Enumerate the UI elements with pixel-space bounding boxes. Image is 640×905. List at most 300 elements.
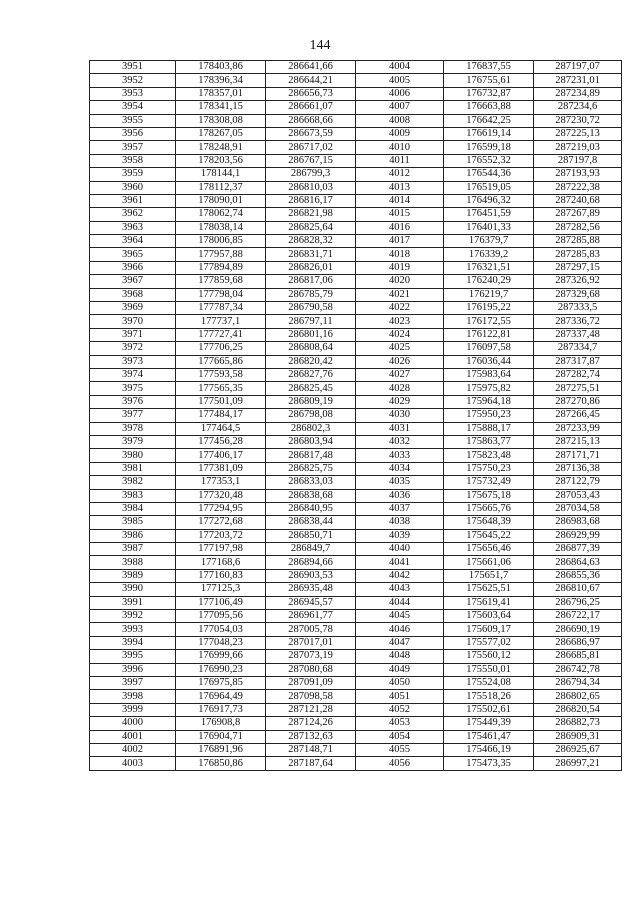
x-coordinate-cell: 178144,1: [176, 168, 266, 181]
y-coordinate-cell: 286838,44: [266, 516, 356, 529]
point-number-cell: 3985: [90, 516, 176, 529]
x-coordinate-cell: 175645,22: [444, 529, 534, 542]
x-coordinate-cell: 175619,41: [444, 596, 534, 609]
y-coordinate-cell: 286641,66: [266, 61, 356, 74]
point-number-cell: 3983: [90, 489, 176, 502]
point-number-cell: 4042: [356, 569, 444, 582]
y-coordinate-cell: 287124,26: [266, 717, 356, 730]
point-number-cell: 3998: [90, 690, 176, 703]
point-number-cell: 4021: [356, 288, 444, 301]
x-coordinate-cell: 177048,23: [176, 636, 266, 649]
y-coordinate-cell: 286817,06: [266, 275, 356, 288]
y-coordinate-cell: 286840,95: [266, 502, 356, 515]
y-coordinate-cell: 287282,56: [534, 221, 622, 234]
x-coordinate-cell: 175449,39: [444, 717, 534, 730]
y-coordinate-cell: 287098,58: [266, 690, 356, 703]
point-number-cell: 3959: [90, 168, 176, 181]
table-row: [90, 409, 622, 422]
y-coordinate-cell: 286809,19: [266, 395, 356, 408]
y-coordinate-cell: 286849,7: [266, 543, 356, 556]
x-coordinate-cell: 176904,71: [176, 730, 266, 743]
point-number-cell: 4050: [356, 676, 444, 689]
point-number-cell: 4035: [356, 476, 444, 489]
x-coordinate-cell: 178248,91: [176, 141, 266, 154]
x-coordinate-cell: 177168,6: [176, 556, 266, 569]
y-coordinate-cell: 286983,68: [534, 516, 622, 529]
x-coordinate-cell: 177798,04: [176, 288, 266, 301]
table-row: [90, 74, 622, 87]
y-coordinate-cell: 287266,45: [534, 409, 622, 422]
point-number-cell: 4023: [356, 315, 444, 328]
x-coordinate-cell: 176339,2: [444, 248, 534, 261]
table-row: [90, 676, 622, 689]
x-coordinate-cell: 175524,08: [444, 676, 534, 689]
point-number-cell: 3975: [90, 382, 176, 395]
point-number-cell: 3964: [90, 235, 176, 248]
x-coordinate-cell: 175518,26: [444, 690, 534, 703]
x-coordinate-cell: 175983,64: [444, 368, 534, 381]
x-coordinate-cell: 177456,28: [176, 435, 266, 448]
y-coordinate-cell: 286850,71: [266, 529, 356, 542]
point-number-cell: 4043: [356, 583, 444, 596]
x-coordinate-cell: 176036,44: [444, 355, 534, 368]
point-number-cell: 3952: [90, 74, 176, 87]
point-number-cell: 3971: [90, 328, 176, 341]
x-coordinate-cell: 175550,01: [444, 663, 534, 676]
point-number-cell: 4030: [356, 409, 444, 422]
x-coordinate-cell: 178006,85: [176, 235, 266, 248]
point-number-cell: 4034: [356, 462, 444, 475]
y-coordinate-cell: 287091,09: [266, 676, 356, 689]
table-row: [90, 368, 622, 381]
table-row: [90, 288, 622, 301]
point-number-cell: 4017: [356, 235, 444, 248]
y-coordinate-cell: 287282,74: [534, 368, 622, 381]
y-coordinate-cell: 287225,13: [534, 127, 622, 140]
point-number-cell: 3991: [90, 596, 176, 609]
y-coordinate-cell: 286877,39: [534, 543, 622, 556]
point-number-cell: 4053: [356, 717, 444, 730]
y-coordinate-cell: 287270,86: [534, 395, 622, 408]
y-coordinate-cell: 287219,03: [534, 141, 622, 154]
x-coordinate-cell: 177593,58: [176, 368, 266, 381]
y-coordinate-cell: 286742,78: [534, 663, 622, 676]
table-row: [90, 569, 622, 582]
table-row: [90, 141, 622, 154]
point-number-cell: 4055: [356, 743, 444, 756]
x-coordinate-cell: 177381,09: [176, 462, 266, 475]
point-number-cell: 4040: [356, 543, 444, 556]
point-number-cell: 4009: [356, 127, 444, 140]
table-row: [90, 101, 622, 114]
x-coordinate-cell: 178267,05: [176, 127, 266, 140]
x-coordinate-cell: 177054,03: [176, 623, 266, 636]
point-number-cell: 3990: [90, 583, 176, 596]
x-coordinate-cell: 175560,12: [444, 650, 534, 663]
table-row: [90, 275, 622, 288]
x-coordinate-cell: 175950,23: [444, 409, 534, 422]
point-number-cell: 3953: [90, 87, 176, 100]
y-coordinate-cell: 287215,13: [534, 435, 622, 448]
y-coordinate-cell: 287297,15: [534, 261, 622, 274]
point-number-cell: 3958: [90, 154, 176, 167]
point-number-cell: 4015: [356, 208, 444, 221]
table-row: [90, 489, 622, 502]
x-coordinate-cell: 177294,95: [176, 502, 266, 515]
y-coordinate-cell: 287197,8: [534, 154, 622, 167]
point-number-cell: 3956: [90, 127, 176, 140]
point-number-cell: 4047: [356, 636, 444, 649]
x-coordinate-cell: 175651,7: [444, 569, 534, 582]
table-row: [90, 315, 622, 328]
x-coordinate-cell: 175863,77: [444, 435, 534, 448]
point-number-cell: 3973: [90, 355, 176, 368]
x-coordinate-cell: 177665,86: [176, 355, 266, 368]
y-coordinate-cell: 287326,92: [534, 275, 622, 288]
table-row: [90, 529, 622, 542]
y-coordinate-cell: 287285,88: [534, 235, 622, 248]
y-coordinate-cell: 286810,03: [266, 181, 356, 194]
point-number-cell: 3987: [90, 543, 176, 556]
table-row: [90, 435, 622, 448]
point-number-cell: 3974: [90, 368, 176, 381]
x-coordinate-cell: 176990,23: [176, 663, 266, 676]
y-coordinate-cell: 286808,64: [266, 342, 356, 355]
table-row: [90, 502, 622, 515]
point-number-cell: 3967: [90, 275, 176, 288]
y-coordinate-cell: 286909,31: [534, 730, 622, 743]
y-coordinate-cell: 286821,98: [266, 208, 356, 221]
table-row: [90, 355, 622, 368]
x-coordinate-cell: 175975,82: [444, 382, 534, 395]
y-coordinate-cell: 286801,16: [266, 328, 356, 341]
y-coordinate-cell: 286831,71: [266, 248, 356, 261]
point-number-cell: 3999: [90, 703, 176, 716]
point-number-cell: 4020: [356, 275, 444, 288]
y-coordinate-cell: 286929,99: [534, 529, 622, 542]
point-number-cell: 3954: [90, 101, 176, 114]
y-coordinate-cell: 286661,07: [266, 101, 356, 114]
x-coordinate-cell: 177464,5: [176, 422, 266, 435]
y-coordinate-cell: 286796,25: [534, 596, 622, 609]
point-number-cell: 3994: [90, 636, 176, 649]
x-coordinate-cell: 178396,34: [176, 74, 266, 87]
table-row: [90, 235, 622, 248]
y-coordinate-cell: 286820,54: [534, 703, 622, 716]
y-coordinate-cell: 286717,02: [266, 141, 356, 154]
point-number-cell: 4028: [356, 382, 444, 395]
x-coordinate-cell: 177894,89: [176, 261, 266, 274]
table-row: [90, 221, 622, 234]
y-coordinate-cell: 286816,17: [266, 194, 356, 207]
y-coordinate-cell: 287275,51: [534, 382, 622, 395]
point-number-cell: 3970: [90, 315, 176, 328]
point-number-cell: 4037: [356, 502, 444, 515]
x-coordinate-cell: 175603,64: [444, 610, 534, 623]
point-number-cell: 4036: [356, 489, 444, 502]
y-coordinate-cell: 286767,15: [266, 154, 356, 167]
y-coordinate-cell: 286802,3: [266, 422, 356, 435]
point-number-cell: 3977: [90, 409, 176, 422]
y-coordinate-cell: 286797,11: [266, 315, 356, 328]
page-number: 144: [309, 38, 331, 53]
y-coordinate-cell: 286864,63: [534, 556, 622, 569]
point-number-cell: 4044: [356, 596, 444, 609]
x-coordinate-cell: 177406,17: [176, 449, 266, 462]
point-number-cell: 3992: [90, 610, 176, 623]
point-number-cell: 4048: [356, 650, 444, 663]
x-coordinate-cell: 175964,18: [444, 395, 534, 408]
point-number-cell: 4052: [356, 703, 444, 716]
y-coordinate-cell: 287222,38: [534, 181, 622, 194]
point-number-cell: 3965: [90, 248, 176, 261]
point-number-cell: 3951: [90, 61, 176, 74]
point-number-cell: 3982: [90, 476, 176, 489]
point-number-cell: 4049: [356, 663, 444, 676]
y-coordinate-cell: 286855,36: [534, 569, 622, 582]
table-row: [90, 596, 622, 609]
x-coordinate-cell: 176642,25: [444, 114, 534, 127]
x-coordinate-cell: 176172,55: [444, 315, 534, 328]
point-number-cell: 4011: [356, 154, 444, 167]
y-coordinate-cell: 286828,32: [266, 235, 356, 248]
y-coordinate-cell: 286810,67: [534, 583, 622, 596]
table-row: [90, 168, 622, 181]
x-coordinate-cell: 176195,22: [444, 302, 534, 315]
y-coordinate-cell: 286685,81: [534, 650, 622, 663]
x-coordinate-cell: 177501,09: [176, 395, 266, 408]
y-coordinate-cell: 286894,66: [266, 556, 356, 569]
table-row: [90, 302, 622, 315]
table-row: [90, 663, 622, 676]
x-coordinate-cell: 175473,35: [444, 757, 534, 770]
table-row: [90, 261, 622, 274]
point-number-cell: 4008: [356, 114, 444, 127]
y-coordinate-cell: 286935,48: [266, 583, 356, 596]
y-coordinate-cell: 286722,17: [534, 610, 622, 623]
x-coordinate-cell: 175750,23: [444, 462, 534, 475]
point-number-cell: 3979: [90, 435, 176, 448]
point-number-cell: 3969: [90, 302, 176, 315]
point-number-cell: 4010: [356, 141, 444, 154]
x-coordinate-cell: 175577,02: [444, 636, 534, 649]
y-coordinate-cell: 287136,38: [534, 462, 622, 475]
x-coordinate-cell: 177095,56: [176, 610, 266, 623]
x-coordinate-cell: 176544,36: [444, 168, 534, 181]
point-number-cell: 3972: [90, 342, 176, 355]
y-coordinate-cell: 287080,68: [266, 663, 356, 676]
table-row: [90, 743, 622, 756]
table-row: [90, 556, 622, 569]
x-coordinate-cell: 176850,86: [176, 757, 266, 770]
x-coordinate-cell: 176999,66: [176, 650, 266, 663]
point-number-cell: 3961: [90, 194, 176, 207]
x-coordinate-cell: 176964,49: [176, 690, 266, 703]
y-coordinate-cell: 287053,43: [534, 489, 622, 502]
table-row: [90, 382, 622, 395]
point-number-cell: 3963: [90, 221, 176, 234]
point-number-cell: 4000: [90, 717, 176, 730]
point-number-cell: 3976: [90, 395, 176, 408]
x-coordinate-cell: 177484,17: [176, 409, 266, 422]
y-coordinate-cell: 286644,21: [266, 74, 356, 87]
y-coordinate-cell: 287148,71: [266, 743, 356, 756]
x-coordinate-cell: 177737,1: [176, 315, 266, 328]
x-coordinate-cell: 177727,41: [176, 328, 266, 341]
x-coordinate-cell: 176219,7: [444, 288, 534, 301]
x-coordinate-cell: 175661,06: [444, 556, 534, 569]
x-coordinate-cell: 176496,32: [444, 194, 534, 207]
y-coordinate-cell: 287336,72: [534, 315, 622, 328]
point-number-cell: 3986: [90, 529, 176, 542]
point-number-cell: 4014: [356, 194, 444, 207]
point-number-cell: 4051: [356, 690, 444, 703]
point-number-cell: 3997: [90, 676, 176, 689]
y-coordinate-cell: 287333,5: [534, 302, 622, 315]
point-number-cell: 4019: [356, 261, 444, 274]
x-coordinate-cell: 175648,39: [444, 516, 534, 529]
y-coordinate-cell: 287197,07: [534, 61, 622, 74]
point-number-cell: 4045: [356, 610, 444, 623]
y-coordinate-cell: 286945,57: [266, 596, 356, 609]
point-number-cell: 3978: [90, 422, 176, 435]
x-coordinate-cell: 178308,08: [176, 114, 266, 127]
point-number-cell: 3980: [90, 449, 176, 462]
table-row: [90, 114, 622, 127]
x-coordinate-cell: 178112,37: [176, 181, 266, 194]
table-row: [90, 636, 622, 649]
table-row: [90, 583, 622, 596]
x-coordinate-cell: 176321,51: [444, 261, 534, 274]
x-coordinate-cell: 176908,8: [176, 717, 266, 730]
x-coordinate-cell: 176891,96: [176, 743, 266, 756]
point-number-cell: 4016: [356, 221, 444, 234]
x-coordinate-cell: 176619,14: [444, 127, 534, 140]
x-coordinate-cell: 175888,17: [444, 422, 534, 435]
table-row: [90, 690, 622, 703]
x-coordinate-cell: 176379,7: [444, 235, 534, 248]
point-number-cell: 4026: [356, 355, 444, 368]
point-number-cell: 3968: [90, 288, 176, 301]
y-coordinate-cell: 287285,83: [534, 248, 622, 261]
y-coordinate-cell: 286882,73: [534, 717, 622, 730]
y-coordinate-cell: 286686,97: [534, 636, 622, 649]
point-number-cell: 4025: [356, 342, 444, 355]
y-coordinate-cell: 287122,79: [534, 476, 622, 489]
point-number-cell: 4012: [356, 168, 444, 181]
point-number-cell: 4001: [90, 730, 176, 743]
point-number-cell: 4022: [356, 302, 444, 315]
table-row: [90, 328, 622, 341]
y-coordinate-cell: 287017,01: [266, 636, 356, 649]
y-coordinate-cell: 286785,79: [266, 288, 356, 301]
x-coordinate-cell: 176599,18: [444, 141, 534, 154]
coordinates-table: [89, 60, 622, 771]
x-coordinate-cell: 178403,86: [176, 61, 266, 74]
point-number-cell: 3995: [90, 650, 176, 663]
y-coordinate-cell: 287234,6: [534, 101, 622, 114]
y-coordinate-cell: 286802,65: [534, 690, 622, 703]
table-row: [90, 342, 622, 355]
table-row: [90, 610, 622, 623]
point-number-cell: 4032: [356, 435, 444, 448]
x-coordinate-cell: 176975,85: [176, 676, 266, 689]
table-row: [90, 703, 622, 716]
point-number-cell: 4041: [356, 556, 444, 569]
table-row: [90, 476, 622, 489]
x-coordinate-cell: 176122,81: [444, 328, 534, 341]
x-coordinate-cell: 177787,34: [176, 302, 266, 315]
table-row: [90, 248, 622, 261]
point-number-cell: 4004: [356, 61, 444, 74]
table-row: [90, 730, 622, 743]
x-coordinate-cell: 178203,56: [176, 154, 266, 167]
point-number-cell: 3988: [90, 556, 176, 569]
y-coordinate-cell: 287073,19: [266, 650, 356, 663]
table-row: [90, 422, 622, 435]
y-coordinate-cell: 287267,89: [534, 208, 622, 221]
y-coordinate-cell: 286799,3: [266, 168, 356, 181]
y-coordinate-cell: 286656,73: [266, 87, 356, 100]
x-coordinate-cell: 175675,18: [444, 489, 534, 502]
x-coordinate-cell: 176401,33: [444, 221, 534, 234]
x-coordinate-cell: 175656,46: [444, 543, 534, 556]
x-coordinate-cell: 177706,25: [176, 342, 266, 355]
y-coordinate-cell: 286673,59: [266, 127, 356, 140]
x-coordinate-cell: 175823,48: [444, 449, 534, 462]
table-row: [90, 757, 622, 770]
x-coordinate-cell: 177203,72: [176, 529, 266, 542]
table-row: [90, 516, 622, 529]
x-coordinate-cell: 177197,98: [176, 543, 266, 556]
x-coordinate-cell: 177957,88: [176, 248, 266, 261]
y-coordinate-cell: 287230,72: [534, 114, 622, 127]
x-coordinate-cell: 175609,17: [444, 623, 534, 636]
point-number-cell: 4018: [356, 248, 444, 261]
y-coordinate-cell: 286961,77: [266, 610, 356, 623]
y-coordinate-cell: 287121,28: [266, 703, 356, 716]
table-row: [90, 623, 622, 636]
x-coordinate-cell: 176732,87: [444, 87, 534, 100]
table-row: [90, 194, 622, 207]
x-coordinate-cell: 175502,61: [444, 703, 534, 716]
table-row: [90, 543, 622, 556]
point-number-cell: 3993: [90, 623, 176, 636]
y-coordinate-cell: 286790,58: [266, 302, 356, 315]
y-coordinate-cell: 286820,42: [266, 355, 356, 368]
point-number-cell: 4003: [90, 757, 176, 770]
x-coordinate-cell: 175466,19: [444, 743, 534, 756]
x-coordinate-cell: 176097,58: [444, 342, 534, 355]
y-coordinate-cell: 286690,19: [534, 623, 622, 636]
point-number-cell: 4033: [356, 449, 444, 462]
point-number-cell: 4006: [356, 87, 444, 100]
point-number-cell: 4013: [356, 181, 444, 194]
table-row: [90, 127, 622, 140]
point-number-cell: 4054: [356, 730, 444, 743]
y-coordinate-cell: 286826,01: [266, 261, 356, 274]
table-row: [90, 181, 622, 194]
x-coordinate-cell: 177160,83: [176, 569, 266, 582]
point-number-cell: 3962: [90, 208, 176, 221]
x-coordinate-cell: 175665,76: [444, 502, 534, 515]
table-row: [90, 87, 622, 100]
y-coordinate-cell: 286798,08: [266, 409, 356, 422]
table-row: [90, 462, 622, 475]
y-coordinate-cell: 286817,48: [266, 449, 356, 462]
x-coordinate-cell: 177353,1: [176, 476, 266, 489]
x-coordinate-cell: 176663,88: [444, 101, 534, 114]
